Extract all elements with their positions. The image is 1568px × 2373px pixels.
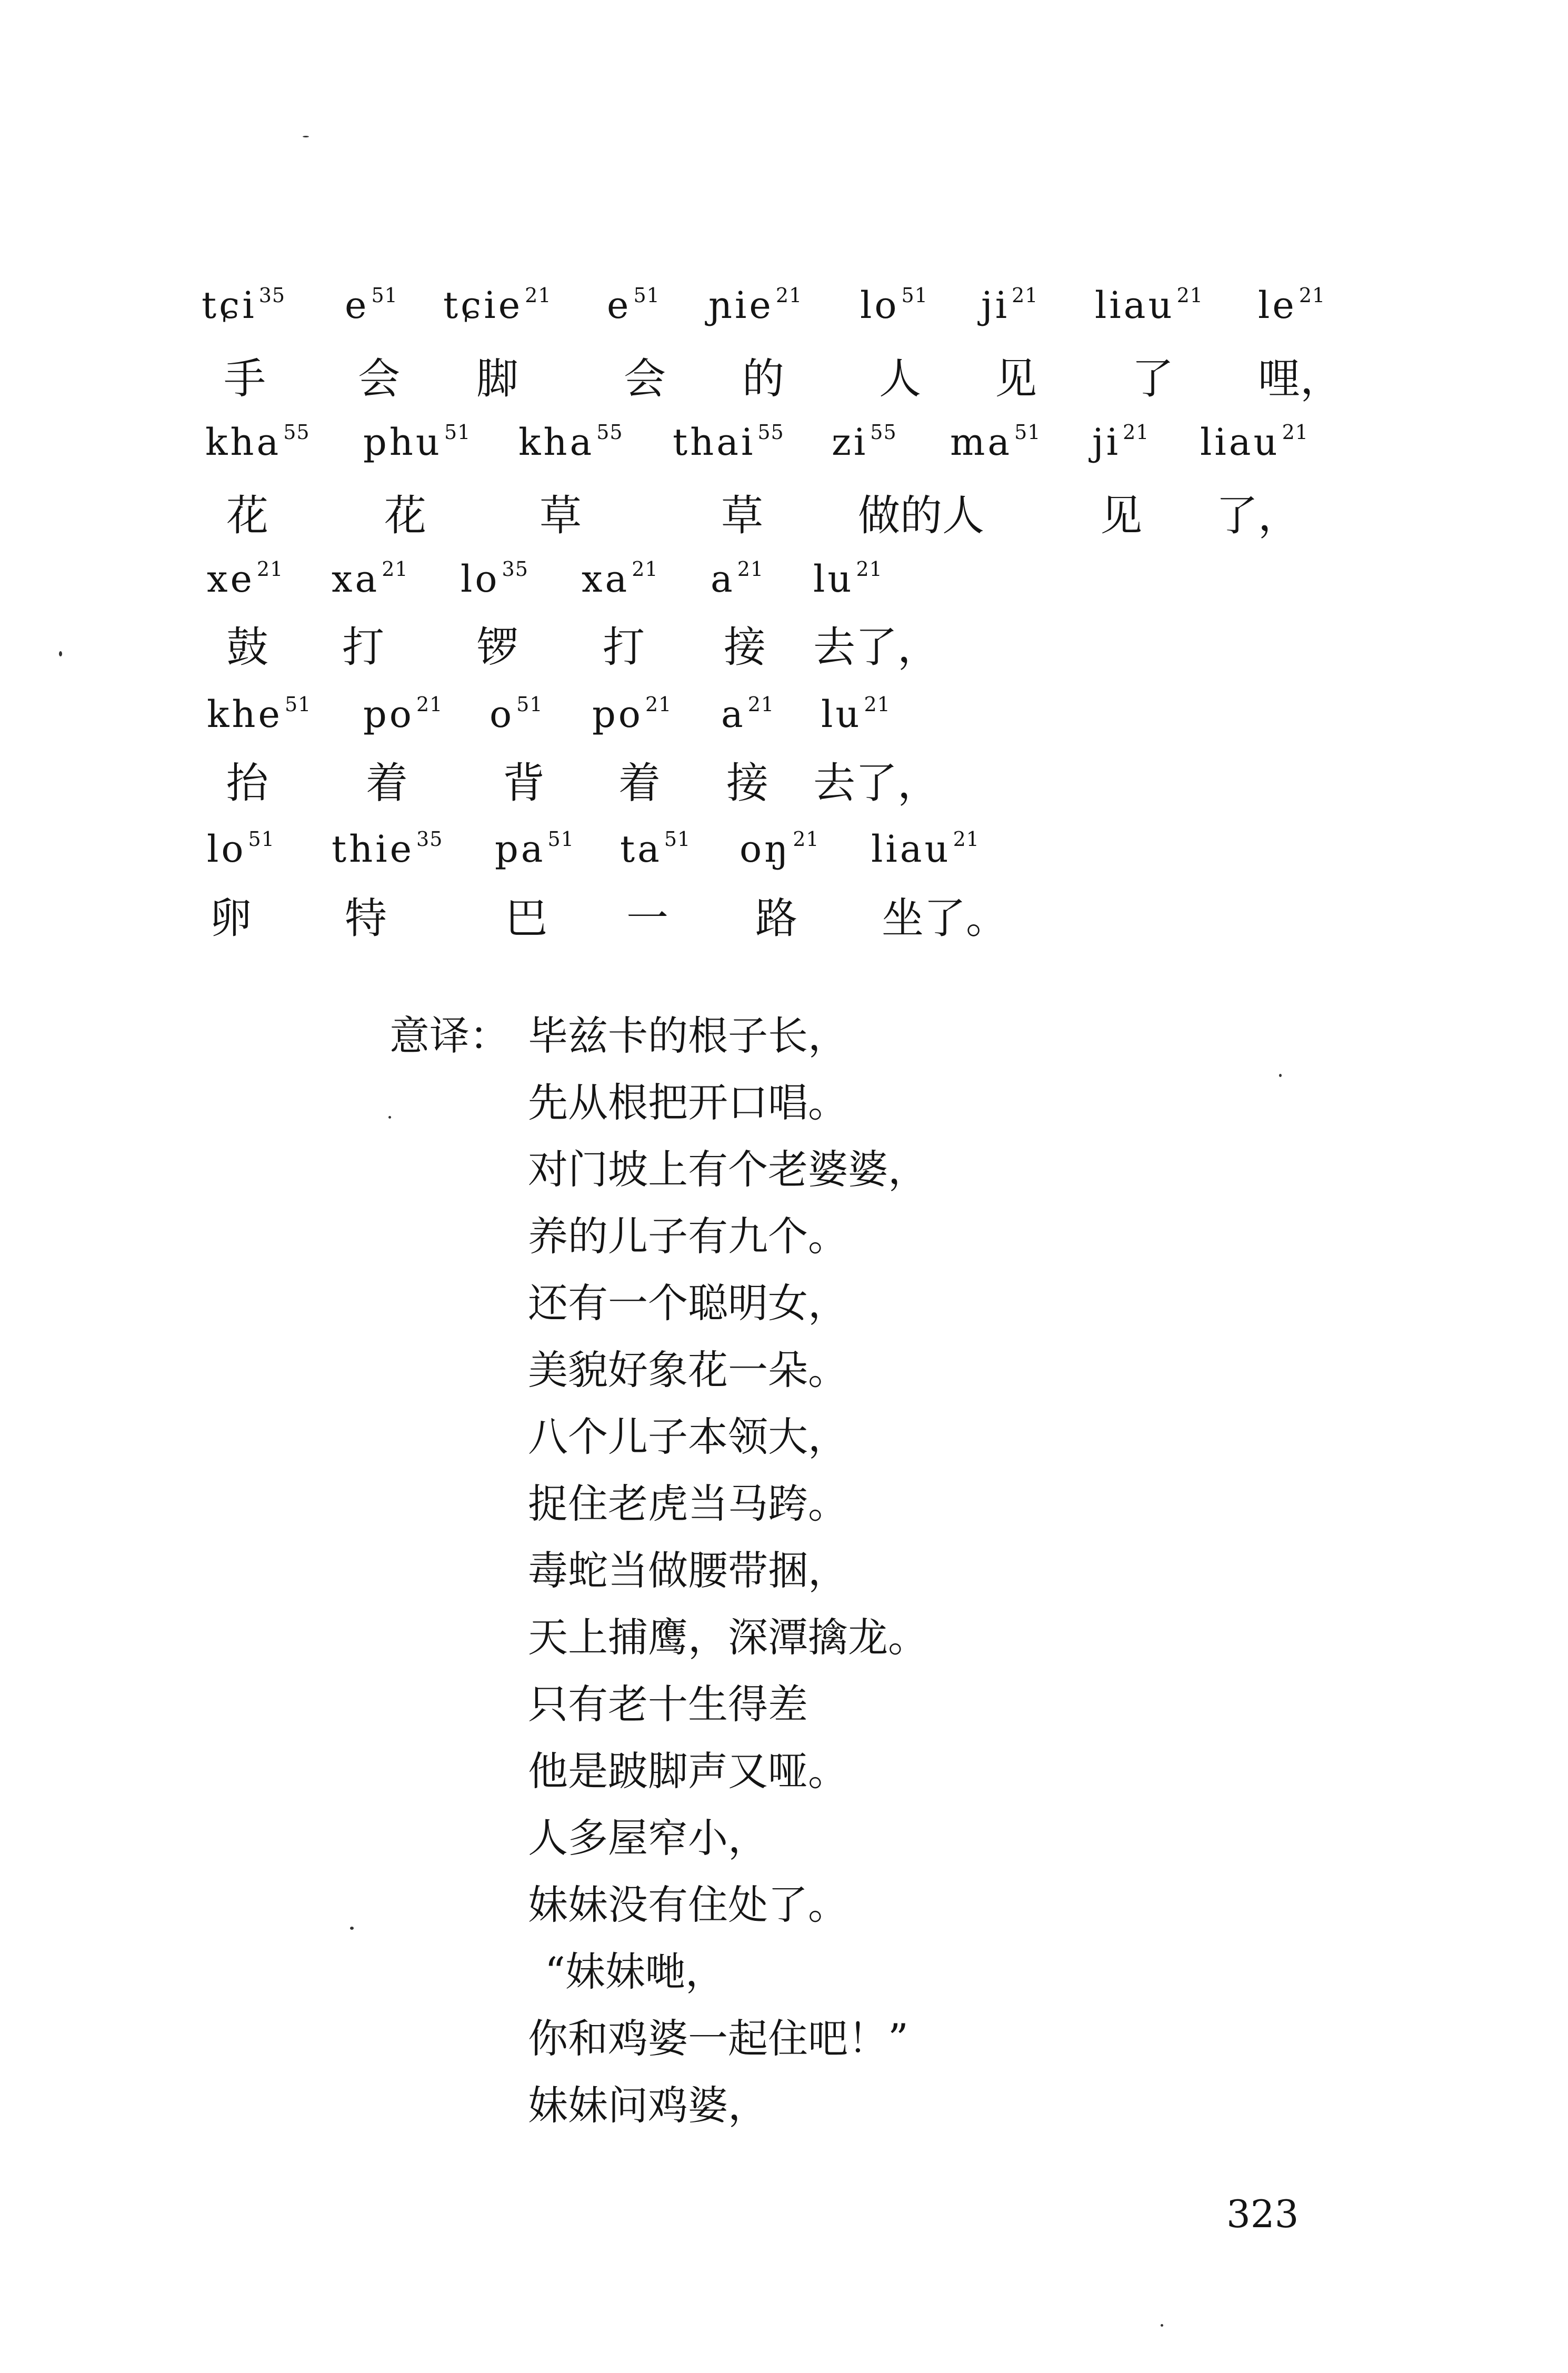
- phonetic-word: kha $^{55}$: [205, 421, 310, 464]
- phonetic-word: a $^{21}$: [721, 693, 775, 736]
- phonetic-word: lu $^{21}$: [821, 693, 891, 736]
- gloss-word: 巴: [505, 894, 547, 943]
- gloss-word: 会: [624, 354, 666, 403]
- translation-line: 捉住老虎当马跨。: [528, 1480, 848, 1527]
- gloss-word: 做的人: [858, 491, 984, 540]
- translation-line: 人多屋窄小，: [528, 1814, 768, 1861]
- gloss-word: 抬: [226, 759, 268, 807]
- phonetic-word: tɕi $^{35}$: [202, 284, 286, 327]
- translation-line: 毕兹卡的根子长，: [528, 1012, 848, 1059]
- gloss-word: 坐了。: [882, 894, 1008, 943]
- translation-line: 美貌好象花一朵。: [528, 1347, 848, 1393]
- gloss-word: 打: [342, 623, 384, 672]
- gloss-word: 了: [1132, 354, 1174, 403]
- gloss-word: 背: [503, 759, 545, 807]
- phonetic-word: xa $^{21}$: [332, 557, 408, 601]
- phonetic-word: e $^{51}$: [345, 284, 398, 327]
- gloss-word: 人: [879, 354, 921, 403]
- phonetic-word: thai $^{55}$: [673, 421, 784, 464]
- gloss-word: 草: [721, 491, 763, 540]
- scan-speck: [59, 651, 62, 656]
- translation-line: “妹妹哋，: [545, 1948, 725, 1995]
- phonetic-word: tɕie $^{21}$: [443, 284, 552, 327]
- scan-speck: [1161, 2324, 1163, 2327]
- translation-line: 妹妹没有住处了。: [528, 1881, 848, 1928]
- gloss-word: 着: [618, 759, 661, 807]
- gloss-word: 卵: [209, 894, 252, 943]
- gloss-word: 接: [724, 623, 766, 672]
- phonetic-word: pa $^{51}$: [495, 827, 574, 871]
- gloss-word: 特: [345, 894, 387, 943]
- gloss-word: 脚: [476, 354, 518, 403]
- phonetic-word: a $^{21}$: [711, 557, 764, 601]
- phonetic-word: zi $^{55}$: [832, 421, 897, 464]
- gloss-word: 去了，: [813, 759, 940, 807]
- phonetic-word: ji $^{21}$: [981, 284, 1038, 327]
- scan-speck: [388, 1116, 391, 1119]
- phonetic-word: liau $^{21}$: [871, 827, 980, 871]
- translation-line: 对门坡上有个老婆婆，: [528, 1146, 928, 1193]
- gloss-word: 手: [224, 354, 266, 403]
- phonetic-word: thie $^{35}$: [332, 827, 443, 871]
- translation-line: 还有一个聪明女，: [528, 1280, 848, 1327]
- translation-line: 养的儿子有九个。: [528, 1213, 848, 1260]
- translation-line: 他是跛脚声又哑。: [528, 1748, 848, 1794]
- phonetic-word: xe $^{21}$: [207, 557, 284, 601]
- phonetic-word: xa $^{21}$: [582, 557, 658, 601]
- translation-label: 意译：: [389, 1012, 510, 1059]
- gloss-word: 锣: [476, 623, 518, 672]
- phonetic-word: ta $^{51}$: [620, 827, 691, 871]
- gloss-word: 一: [626, 894, 668, 943]
- phonetic-word: ma $^{51}$: [950, 421, 1041, 464]
- phonetic-word: lu $^{21}$: [813, 557, 883, 601]
- gloss-word: 了，: [1216, 491, 1300, 540]
- gloss-word: 鼓: [226, 623, 268, 672]
- gloss-word: 打: [603, 623, 645, 672]
- scan-speck: [350, 1927, 354, 1930]
- phonetic-word: le $^{21}$: [1258, 284, 1326, 327]
- phonetic-word: oŋ $^{21}$: [740, 827, 820, 871]
- gloss-word: 着: [366, 759, 408, 807]
- gloss-word: 哩，: [1258, 354, 1342, 403]
- gloss-word: 接: [726, 759, 768, 807]
- phonetic-word: o $^{51}$: [490, 693, 543, 736]
- phonetic-word: lo $^{51}$: [207, 827, 275, 871]
- translation-line: 毒蛇当做腰带捆，: [528, 1547, 848, 1594]
- gloss-word: 花: [384, 491, 426, 540]
- phonetic-word: lo $^{51}$: [860, 284, 928, 327]
- scan-speck: [1279, 1074, 1282, 1077]
- page-number: 323: [1226, 2192, 1299, 2236]
- translation-line: 先从根把开口唱。: [528, 1079, 848, 1126]
- phonetic-word: lo $^{35}$: [461, 557, 528, 601]
- translation-line: 只有老十生得差: [528, 1681, 808, 1728]
- scan-speck: [303, 136, 309, 137]
- phonetic-word: e $^{51}$: [607, 284, 660, 327]
- phonetic-word: liau $^{21}$: [1200, 421, 1309, 464]
- gloss-word: 见: [995, 354, 1037, 403]
- phonetic-word: khe $^{51}$: [207, 693, 312, 736]
- gloss-word: 见: [1100, 491, 1142, 540]
- phonetic-word: ɲie $^{21}$: [708, 284, 803, 327]
- phonetic-word: liau $^{21}$: [1095, 284, 1203, 327]
- gloss-word: 花: [226, 491, 268, 540]
- gloss-word: 路: [755, 894, 797, 943]
- phonetic-word: kha $^{55}$: [518, 421, 623, 464]
- phonetic-word: ji $^{21}$: [1092, 421, 1150, 464]
- gloss-word: 草: [540, 491, 582, 540]
- translation-line: 八个儿子本领大，: [528, 1413, 848, 1460]
- gloss-word: 的: [742, 354, 784, 403]
- interlinear-text: [0, 0, 1568, 974]
- phonetic-word: po $^{21}$: [592, 693, 672, 736]
- gloss-word: 会: [358, 354, 400, 403]
- phonetic-word: po $^{21}$: [363, 693, 443, 736]
- translation-line: 天上捕鹰，深潭擒龙。: [528, 1614, 928, 1661]
- gloss-word: 去了，: [813, 623, 940, 672]
- phonetic-word: phu $^{51}$: [363, 421, 471, 464]
- translation-line: 你和鸡婆一起住吧！”: [528, 2015, 908, 2062]
- translation-line: 妹妹问鸡婆，: [528, 2082, 768, 2129]
